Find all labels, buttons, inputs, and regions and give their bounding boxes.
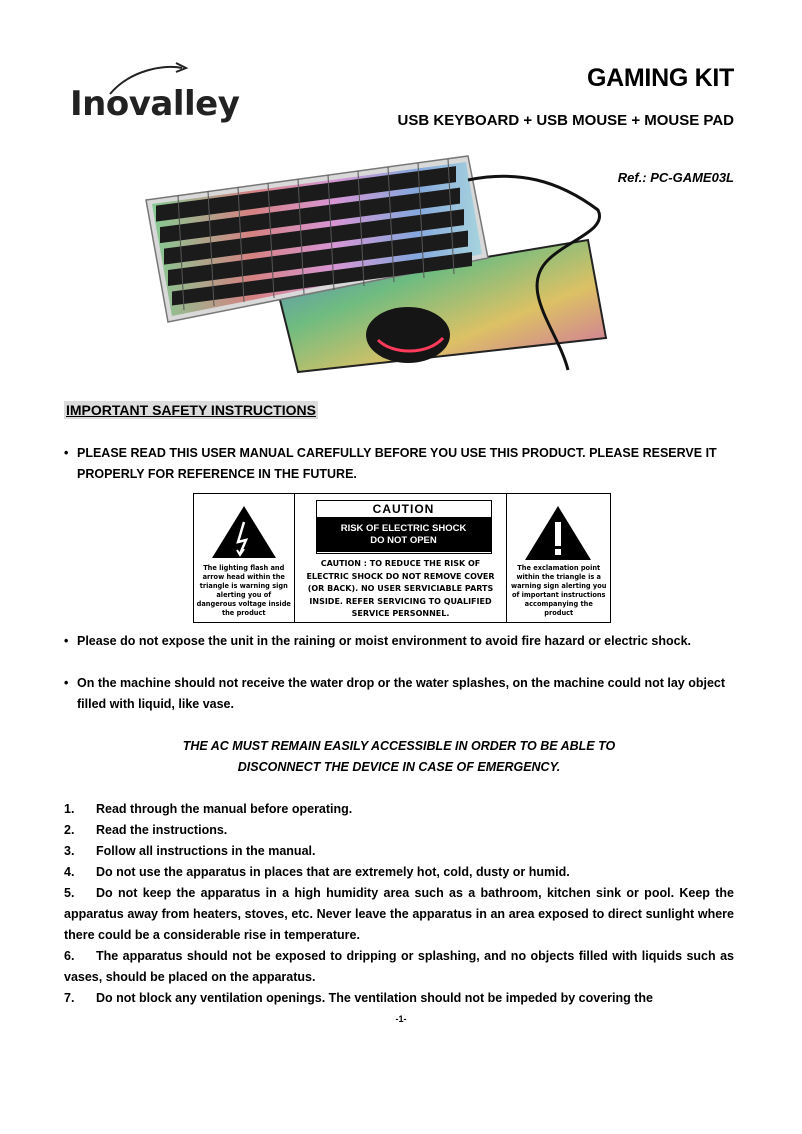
ac-notice-line1: THE AC MUST REMAIN EASILY ACCESSIBLE IN ORDER TO BE ABLE TO	[182, 739, 616, 753]
list-number: 3.	[64, 844, 75, 858]
list-text: Do not use the apparatus in places that are extremely hot, cold, dusty or humid.	[96, 865, 570, 879]
list-item	[64, 820, 734, 841]
bullet-item	[64, 443, 734, 485]
caution-risk-line1: RISK OF ELECTRIC SHOCK	[340, 523, 467, 534]
bullet-icon: •	[64, 634, 69, 648]
section-heading: IMPORTANT SAFETY INSTRUCTIONS	[66, 402, 316, 418]
exclamation-description: The exclamation point within the triangle is a warning sign alerting you of important instructions accompanying the product	[511, 564, 607, 617]
list-text: Read through the manual before operating.	[96, 802, 353, 816]
list-text: Do not block any ventilation openings. The ventilation should not be impeded by covering the	[96, 991, 653, 1005]
exclamation-cell	[507, 494, 610, 622]
caution-title: CAUTION	[317, 501, 491, 518]
page-number: -1-	[395, 1014, 407, 1024]
bullet-item	[64, 631, 734, 652]
lightning-warning-icon	[194, 498, 294, 568]
list-text: The apparatus should not be exposed to dripping or splashing, and no objects filled with liquids such as vases, should be placed on the apparatus.	[64, 949, 734, 984]
lightning-description: The lighting flash and arrow head within the triangle is warning sign alerting you of dangerous voltage inside the product	[196, 564, 291, 617]
caution-risk	[317, 518, 491, 552]
caution-body: CAUTION : TO REDUCE THE RISK OF ELECTRIC SHOCK DO NOT REMOVE COVER (OR BACK). NO USER SERVICIABLE PARTS INSIDE. REFER SERVICING TO QUALIFIED SERVICE PERSONNEL.	[306, 559, 495, 618]
list-item	[64, 862, 734, 883]
product-image	[138, 140, 608, 392]
lightning-cell	[194, 494, 295, 622]
product-reference: Ref.: PC-GAME03L	[617, 170, 734, 185]
ac-notice-line2: DISCONNECT THE DEVICE IN CASE OF EMERGENCY.	[237, 760, 561, 774]
bullet-text: PLEASE READ THIS USER MANUAL CAREFULLY BEFORE YOU USE THIS PRODUCT. PLEASE RESERVE IT PROPERLY FOR REFERENCE IN THE FUTURE.	[77, 446, 717, 481]
caution-cell	[295, 494, 508, 622]
list-text: Read the instructions.	[96, 823, 228, 837]
list-number: 2.	[64, 823, 75, 837]
page-title: GAMING KIT	[587, 64, 734, 92]
list-item	[64, 988, 734, 1009]
page-subtitle: USB KEYBOARD + USB MOUSE + MOUSE PAD	[397, 112, 734, 129]
list-item	[64, 841, 734, 862]
bullet-icon: •	[64, 446, 69, 460]
brand-logo	[70, 62, 240, 132]
instruction-list	[64, 799, 734, 1009]
caution-table	[193, 493, 611, 623]
bullet-text: Please do not expose the unit in the raining or moist environment to avoid fire hazard or electric shock.	[77, 634, 692, 648]
bullet-text: On the machine should not receive the water drop or the water splashes, on the machine could not lay object filled with liquid, like vase.	[77, 676, 726, 711]
list-item	[64, 946, 734, 988]
caution-label	[316, 500, 492, 554]
list-text: Do not keep the apparatus in a high humidity area such as a bathroom, kitchen sink or pool. Keep the apparatus away from heaters, stoves, etc. Never leave the apparatus in an area exposed to direct sunlight where there could be a considerable rise in temperature.	[64, 886, 734, 942]
list-text: Follow all instructions in the manual.	[96, 844, 316, 858]
list-number: 5.	[64, 886, 75, 900]
bullet-item	[64, 673, 734, 715]
list-item	[64, 883, 734, 946]
exclamation-warning-icon	[507, 502, 610, 568]
list-number: 6.	[64, 949, 75, 963]
logo-text: Inovalley	[70, 84, 240, 124]
bullet-icon: •	[64, 676, 69, 690]
list-number: 7.	[64, 991, 75, 1005]
mouse	[366, 307, 450, 363]
caution-risk-line2: DO NOT OPEN	[370, 535, 437, 546]
list-number: 1.	[64, 802, 75, 816]
list-number: 4.	[64, 865, 75, 879]
list-item	[64, 799, 734, 820]
